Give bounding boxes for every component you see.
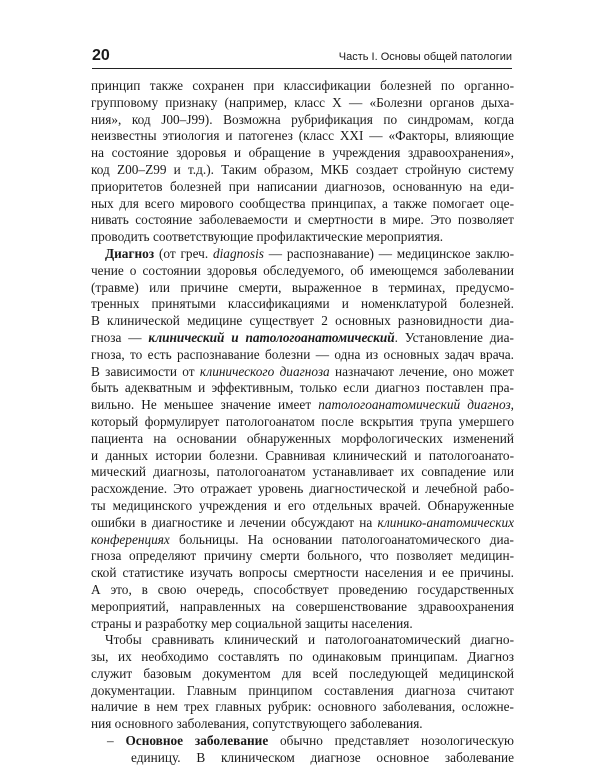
text-segment: на состояние здоровья и обращение в учреждения здравоохранения», (91, 145, 514, 161)
text-segment: ты медицинского учреждения и его отдельных врачей. Обнаруженные (91, 497, 514, 513)
page-number: 20 (92, 47, 110, 64)
text-line (91, 296, 514, 313)
text-segment: больницы. На основании патологоанатомического диа- (169, 531, 514, 547)
text-segment: вильно. Не меньшее значение имеет (91, 397, 319, 413)
text-line (91, 313, 514, 330)
text-segment: служит базовым документом для всей последующей медицинской (91, 665, 514, 681)
text-line (91, 145, 514, 162)
text-segment: клинико-анатомических (377, 514, 514, 530)
text-segment: расхождение. Это отражает уровень диагностической и лечебной рабо- (91, 481, 514, 497)
running-header (92, 46, 512, 69)
text-line (91, 162, 514, 179)
text-line (91, 515, 514, 532)
text-line (91, 548, 514, 565)
text-line (91, 498, 514, 515)
text-line (91, 733, 514, 750)
section-title: Часть I. Основы общей патологии (338, 51, 512, 63)
text-segment: В зависимости от (91, 363, 200, 379)
text-line (91, 263, 514, 280)
text-segment: — распознавание) — медицинское заклю- (263, 245, 514, 261)
text-segment: и данных истории болезни. Сравнивая клинический и патологоанато- (91, 447, 514, 463)
text-line (91, 380, 514, 397)
text-line (91, 330, 514, 347)
text-line (91, 364, 514, 381)
text-segment: единицу. В клиническом диагнозе основное заболевание (131, 749, 514, 765)
text-segment: чение о состоянии здоровья обследуемого, об имеющемся заболевании (91, 262, 514, 278)
text-line (91, 464, 514, 481)
text-segment: наличие в нем трех главных рубрик: основного заболевания, осложне- (91, 699, 514, 715)
text-line (91, 78, 514, 95)
text-segment: клинический и патологоанатомический (148, 329, 395, 345)
text-segment: А это, в свою очередь, способствует проведению государственных (91, 581, 514, 597)
text-segment: тренных принятыми классификациями и номенклатурой болезней. (91, 296, 514, 312)
text-segment: групповому признаку (например, класс X — «Болезни органов дыха- (91, 94, 514, 110)
text-line (91, 431, 514, 448)
text-line (91, 414, 514, 431)
text-line (91, 666, 514, 683)
text-segment: проводить соответствующие профилактические мероприятия. (91, 229, 444, 245)
text-line (91, 699, 514, 716)
text-line (91, 128, 514, 145)
text-segment: код Z00–Z99 и т.д.). Таким образом, МКБ создает стройную систему (91, 161, 514, 177)
text-line (91, 616, 514, 633)
text-segment: ных для всего мирового сообщества принципах, а также помогает оце- (91, 195, 514, 211)
text-line (91, 632, 514, 649)
text-segment: (от греч. (154, 245, 213, 261)
text-segment: мероприятий, направленных на совершенствование здравоохранения (91, 598, 514, 614)
text-line (91, 95, 514, 112)
text-segment: патологоанатомический диагноз (318, 397, 511, 413)
text-line (91, 196, 514, 213)
text-line (91, 246, 514, 263)
text-segment: ния», код J00–J99). Возможна рубрификация по синдромам, когда (91, 111, 514, 127)
text-segment: который формулирует патологоанатом после вскрытия трупа умершего (91, 413, 514, 429)
text-segment: гноза, то есть распознавание болезни — одна из основных задач врача. (91, 346, 514, 362)
text-segment: . Установление диа- (394, 329, 514, 345)
text-line (91, 397, 514, 414)
text-segment: принцип также сохранен при классификации болезней по органно- (91, 78, 514, 93)
text-segment: ния основного заболевания, сопутствующего заболевания. (91, 716, 423, 732)
text-segment: – (107, 733, 126, 749)
body-text (91, 78, 514, 767)
text-line (91, 532, 514, 549)
text-line (91, 229, 514, 246)
text-segment: быть адекватным и эффективным, только если диагноз поставлен пра- (91, 380, 514, 396)
text-segment: назначают лечение, оно может (329, 363, 514, 379)
text-line (91, 280, 514, 297)
text-segment: клинического диагноза (199, 363, 330, 379)
text-line (91, 649, 514, 666)
text-segment: гноза — (91, 329, 149, 345)
text-line (91, 179, 514, 196)
text-line (91, 683, 514, 700)
text-line (91, 481, 514, 498)
text-segment: diagnosis (212, 245, 264, 261)
text-segment: страны и разработку мер социальной защиты населения. (91, 615, 413, 631)
text-segment: неизвестны этиология и патогенез (класс XXI — «Факторы, влияющие (91, 128, 514, 144)
text-line (91, 599, 514, 616)
text-line (91, 565, 514, 582)
text-segment: ошибки в диагностике и лечении обсуждают на (91, 514, 378, 530)
text-line (91, 347, 514, 364)
text-segment: обычно представляет нозологическую (268, 733, 514, 749)
text-segment: нивать состояние заболеваемости и смертности в мире. Это позволяет (91, 212, 514, 228)
text-segment: ской статистике изучать вопросы смертности населения и ее причины. (91, 565, 514, 581)
text-segment: документации. Главным принципом составления диагноза считают (91, 682, 514, 698)
text-line (91, 716, 514, 733)
text-segment: Чтобы сравнивать клинический и патологоанатомический диагно- (105, 632, 514, 648)
text-line (91, 750, 514, 767)
text-segment: (травме) или причине смерти, выраженное в терминах, предусмо- (91, 279, 514, 295)
text-segment: зы, их необходимо составлять по одинаковым принципам. Диагноз (91, 649, 514, 665)
text-segment: В клинической медицине существует 2 основных разновидности диа- (91, 313, 514, 329)
text-segment: , (510, 397, 514, 413)
text-segment: Основное заболевание (125, 733, 269, 749)
text-segment: приоритетов болезней при написании диагнозов, основанную на еди- (91, 178, 514, 194)
text-segment: конференциях (91, 531, 170, 547)
text-segment: Диагноз (105, 245, 155, 261)
text-segment: гноза определяют причину смерти больного, что позволяет медицин- (91, 548, 514, 564)
text-line (91, 582, 514, 599)
text-segment: пациента на основании обнаруженных морфологических изменений (91, 430, 514, 446)
text-line (91, 112, 514, 129)
text-segment: мический диагнозы, патологоанатом устанавливает их совпадение или (91, 464, 514, 480)
text-line (91, 448, 514, 465)
text-line (91, 212, 514, 229)
